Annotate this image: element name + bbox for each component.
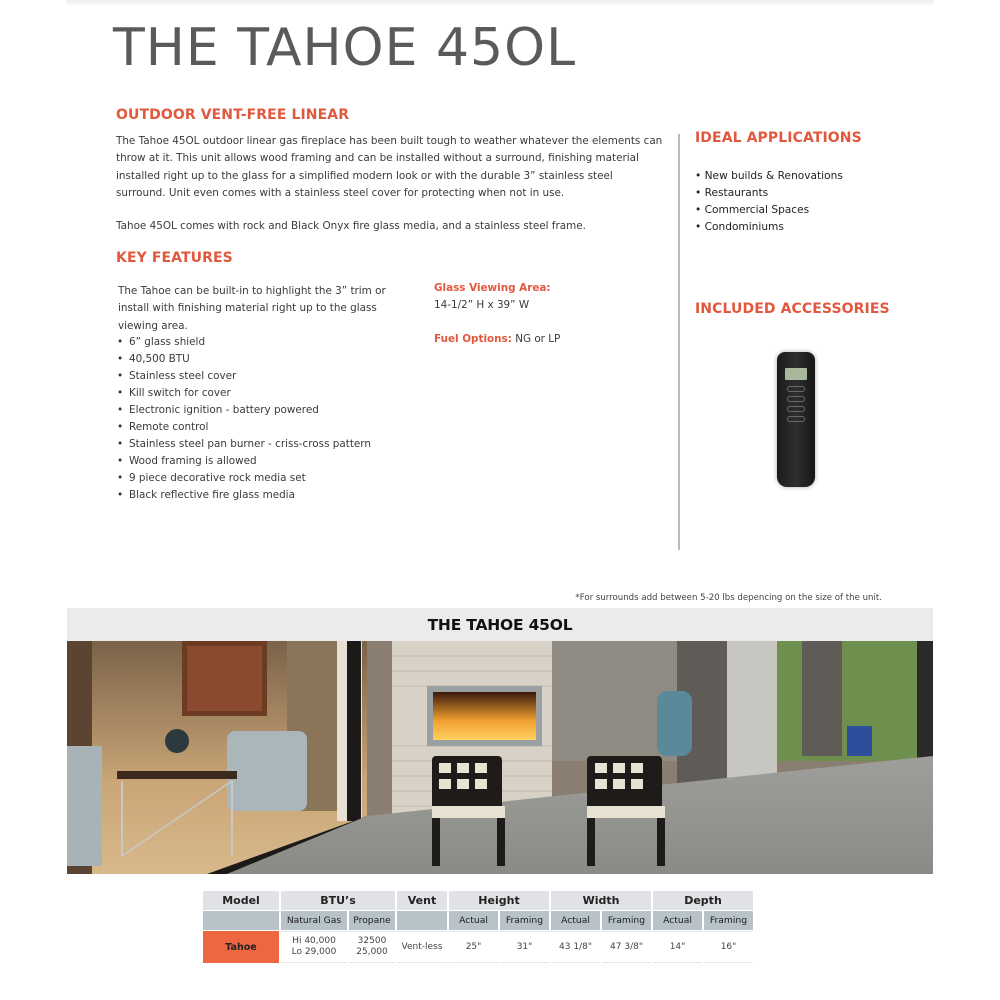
page-title: THE TAHOE 45OL xyxy=(113,18,577,78)
subheader-blank xyxy=(397,911,447,930)
overview-paragraph-1: The Tahoe 45OL outdoor linear gas fireplace has been built tough to weather whatever the elements can throw at it. This unit allows wood framing and can be installed without a surround, finishing material installed right up to the glass for a simplified modern look or with the durable 3” stainless steel surround. Unit even comes with a stainless steel cover for protecting when not in use. xyxy=(116,135,663,199)
feature-item: • Kill switch for cover xyxy=(116,385,371,402)
spec-table xyxy=(201,890,755,964)
fuel-options-separator: : xyxy=(507,333,512,345)
feature-item: • Wood framing is allowed xyxy=(116,453,371,470)
glass-viewing-area-label: Glass Viewing Area: xyxy=(434,282,551,294)
ideal-applications-heading: IDEAL APPLICATIONS xyxy=(695,130,862,146)
fuel-options-label: Fuel Options xyxy=(434,333,508,345)
spec-table-subheader-row xyxy=(203,911,753,930)
feature-item: • 6” glass shield xyxy=(116,334,371,351)
subheader-blank xyxy=(203,911,279,930)
product-banner-title: THE TAHOE 45OL xyxy=(427,615,573,634)
cell-depth-actual: 14" xyxy=(653,931,702,963)
sidebar-divider xyxy=(678,134,680,550)
spec-table-header-row xyxy=(203,891,753,910)
cell-propane-hi: 32500 xyxy=(357,936,387,946)
overview-heading: OUTDOOR VENT-FREE LINEAR xyxy=(116,107,350,123)
feature-item: • 40,500 BTU xyxy=(116,351,371,368)
cell-propane-lo: 25,000 xyxy=(356,947,388,957)
subheader-height-framing: Framing xyxy=(500,911,549,930)
subheader-height-actual: Actual xyxy=(449,911,498,930)
cell-width-framing: 47 3/8" xyxy=(602,931,651,963)
header-vent: Vent xyxy=(397,891,447,910)
header-depth: Depth xyxy=(653,891,753,910)
fuel-options-value: NG or LP xyxy=(511,333,561,345)
cell-natural-gas-lo: Lo 29,000 xyxy=(291,947,337,957)
feature-item: • Electronic ignition - battery powered xyxy=(116,402,371,419)
subheader-depth-actual: Actual xyxy=(653,911,702,930)
remote-screen xyxy=(785,368,807,380)
application-item: • New builds & Renovations xyxy=(695,168,843,185)
remote-button xyxy=(787,386,805,392)
subheader-depth-framing: Framing xyxy=(704,911,753,930)
cell-natural-gas-hi: Hi 40,000 xyxy=(292,936,336,946)
overview-paragraph-2: Tahoe 45OL comes with rock and Black Onyx fire glass media, and a stainless steel frame. xyxy=(116,220,586,232)
application-item: • Condominiums xyxy=(695,219,843,232)
remote-button xyxy=(787,396,805,402)
key-features-heading: KEY FEATURES xyxy=(116,250,233,266)
footnote: *For surrounds add between 5-20 lbs depencing on the size of the unit. xyxy=(575,593,882,603)
subheader-propane: Propane xyxy=(349,911,395,930)
subheader-width-actual: Actual xyxy=(551,911,600,930)
remote-button xyxy=(787,406,805,412)
cell-natural-gas xyxy=(281,931,347,963)
cell-width-actual: 43 1/8" xyxy=(551,931,600,963)
feature-item: • 9 piece decorative rock media set xyxy=(116,470,371,487)
header-width: Width xyxy=(551,891,651,910)
cell-height-framing: 31" xyxy=(500,931,549,963)
included-accessories-heading: INCLUDED ACCESSORIES xyxy=(695,301,890,317)
cell-height-actual: 25" xyxy=(449,931,498,963)
ideal-applications-list xyxy=(695,168,843,232)
cell-model: Tahoe xyxy=(203,931,279,963)
header-btus: BTU’s xyxy=(281,891,395,910)
remote-control-icon xyxy=(777,352,815,487)
feature-item: • Remote control xyxy=(116,419,371,436)
glass-viewing-area xyxy=(434,280,551,314)
table-row xyxy=(203,931,753,963)
cell-vent: Vent-less xyxy=(397,931,447,963)
cell-depth-framing: 16" xyxy=(704,931,753,963)
subheader-width-framing: Framing xyxy=(602,911,651,930)
feature-list xyxy=(116,334,371,504)
feature-item: • Stainless steel cover xyxy=(116,368,371,385)
header-model: Model xyxy=(203,891,279,910)
feature-item: • Black reflective fire glass media xyxy=(116,487,371,504)
fuel-options xyxy=(434,331,560,348)
glass-viewing-area-value: 14-1/2” H x 39” W xyxy=(434,299,530,311)
product-lifestyle-photo xyxy=(67,641,933,874)
remote-button xyxy=(787,416,805,422)
page-top-edge xyxy=(66,0,934,6)
key-features-intro: The Tahoe can be built-in to highlight the 3” trim or install with finishing material right up to the glass viewing area. xyxy=(118,285,386,332)
application-item: • Commercial Spaces xyxy=(695,202,843,219)
cell-propane xyxy=(349,931,395,963)
product-banner xyxy=(67,608,933,641)
application-item: • Restaurants xyxy=(695,185,843,202)
header-height: Height xyxy=(449,891,549,910)
subheader-natural-gas: Natural Gas xyxy=(281,911,347,930)
feature-item: • Stainless steel pan burner - criss-cross pattern xyxy=(116,436,371,453)
